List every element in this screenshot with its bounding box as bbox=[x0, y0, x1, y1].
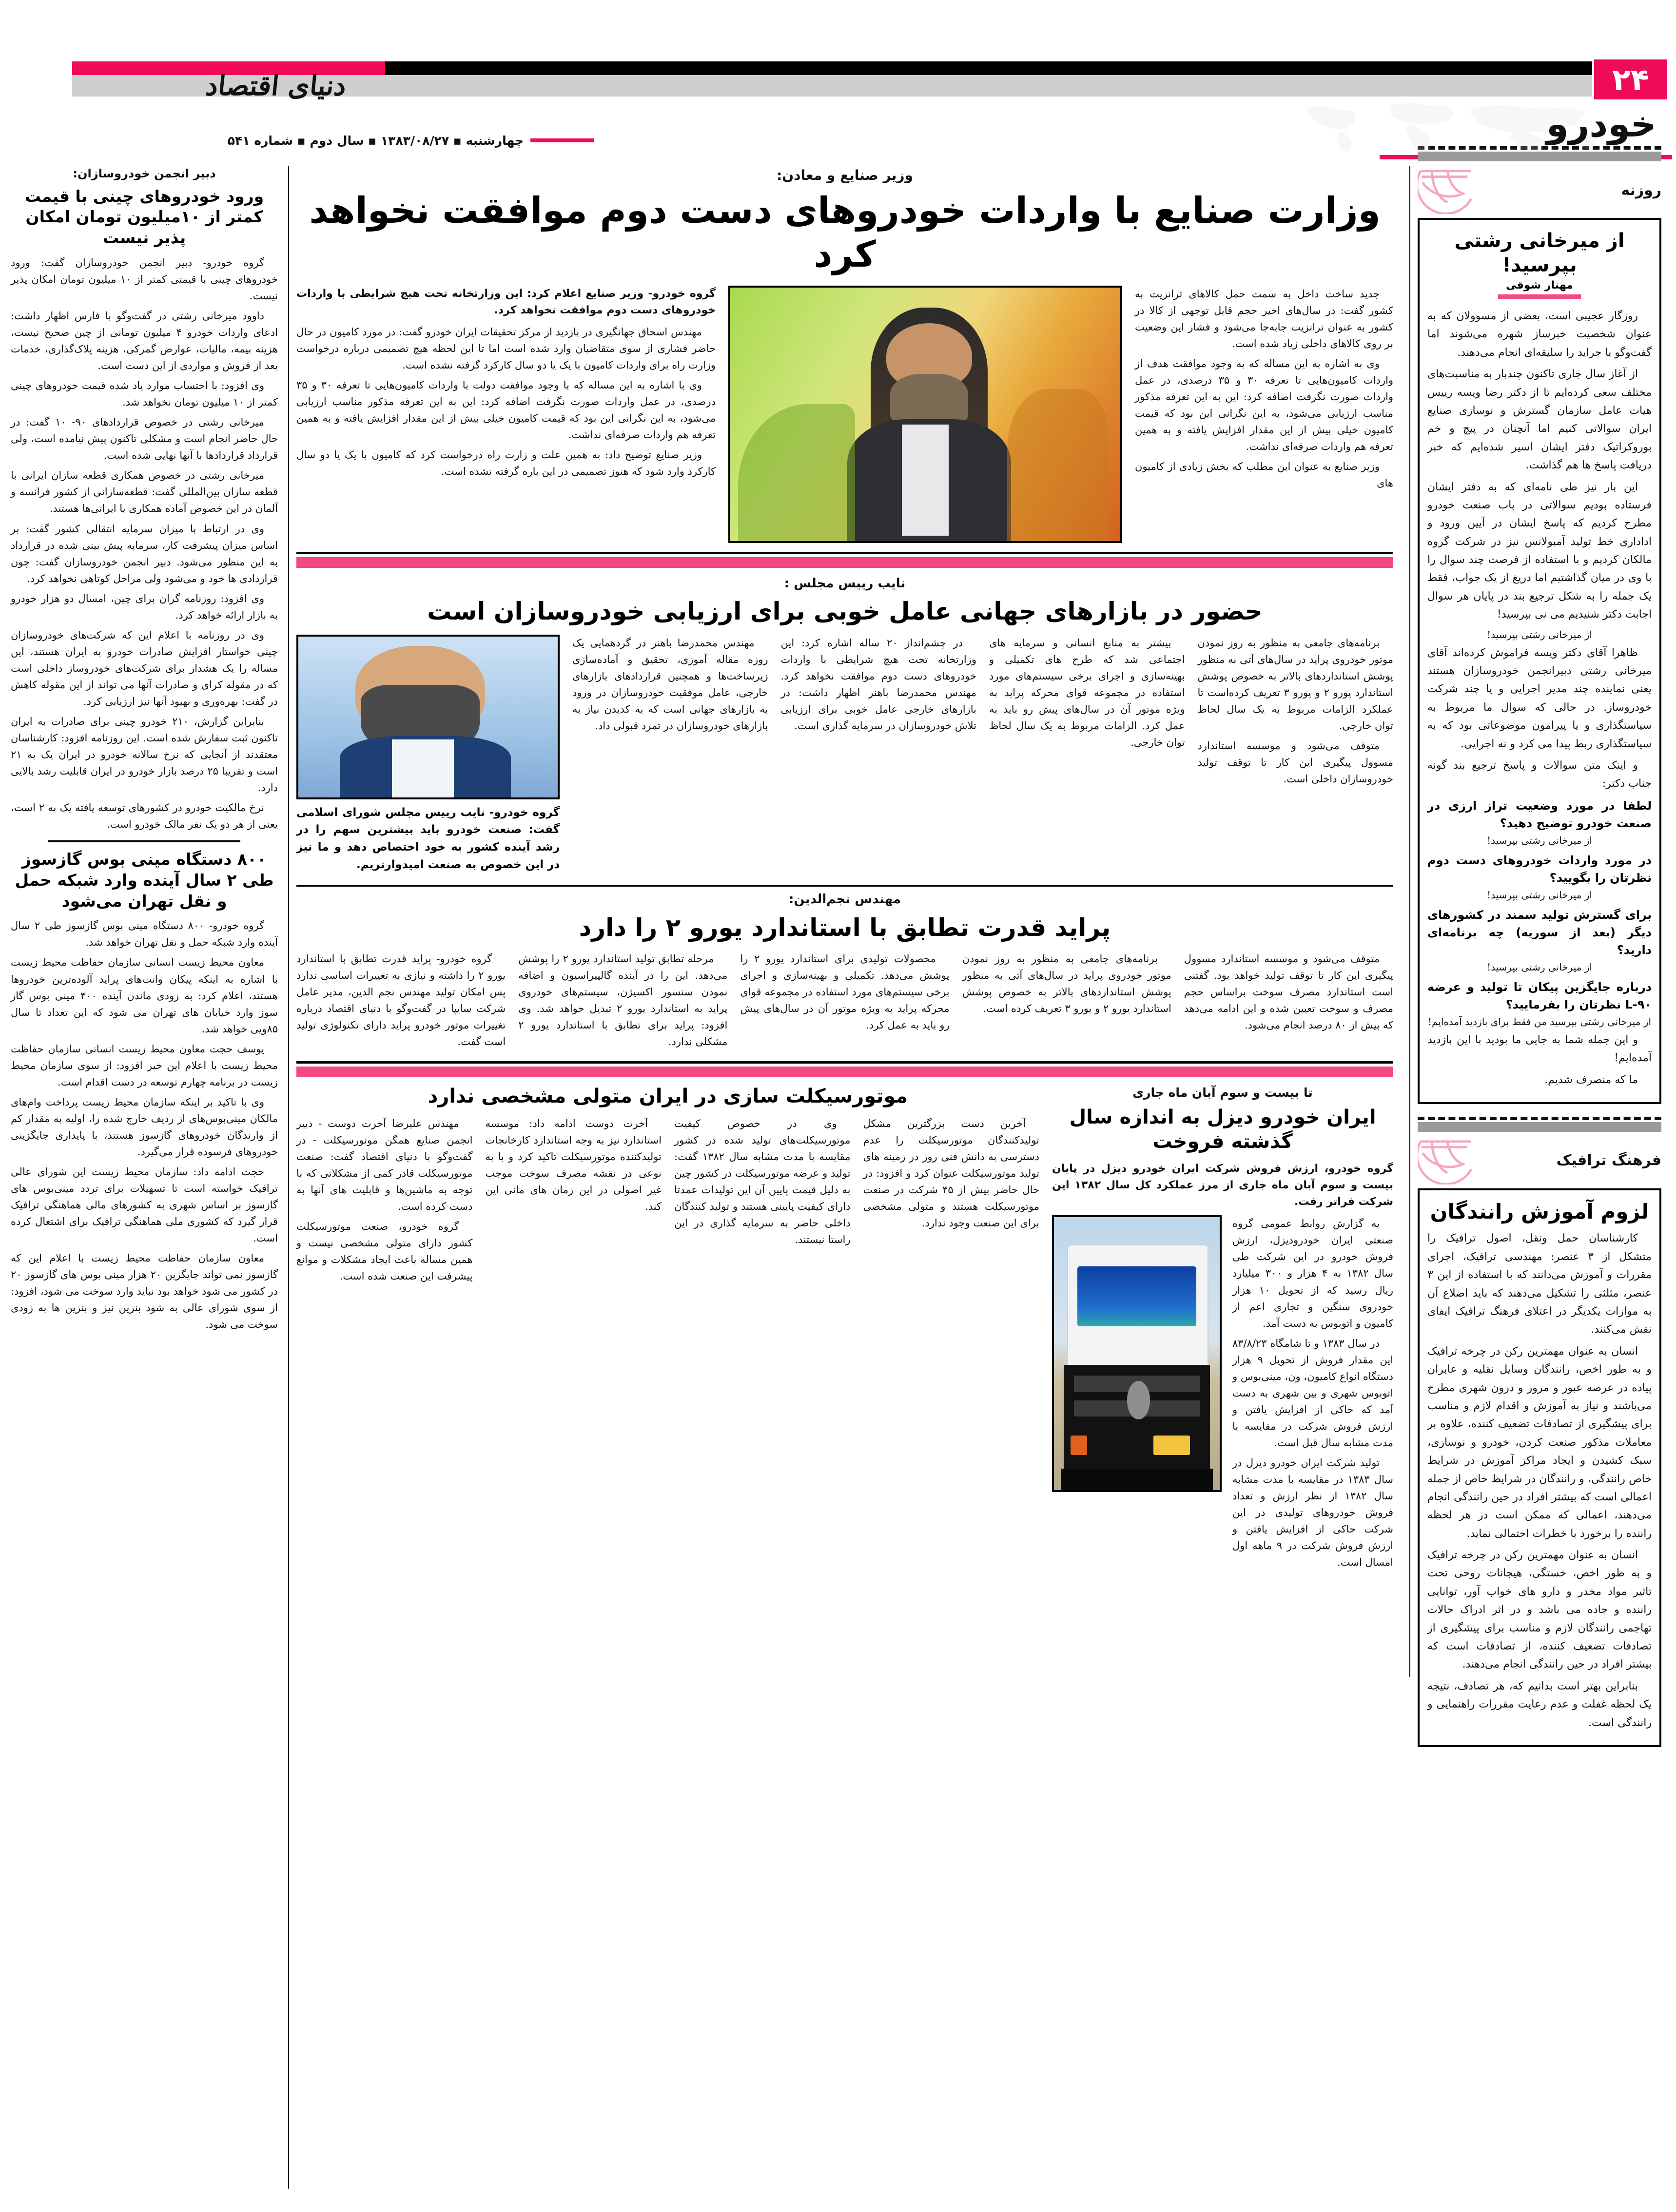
main-article-3-kicker: مهندس نجم‌الدین: bbox=[789, 892, 901, 907]
main-a4-c2: آخرت دوست ادامه داد: موسسه استاندارد نیز به وجه استاندارد کارخانجات تولیدکننده موتورسیکلت تاکید کرد و با به نوعی در نقشه مصرف سوخت موجب غیر اصولی در این زمان های مانی این کند. bbox=[485, 1118, 662, 1213]
section-rule-pink-1 bbox=[296, 557, 1393, 568]
main-article-5-headline[interactable]: ایران خودرو دیزل به اندازه سال گذشته فروخت bbox=[1069, 1106, 1376, 1153]
left-article-1-p1: داوود میرخانی رشتی در گفت‌وگو با فارس اظهار داشت: ادعای واردات خودرو ۴ میلیون تومانی از چین صحیح نیست، هزینه بیمه، مالیات، عوارض گمرکی، هزینه پلاک‌گذاری، خدمات بعد از فروش و مواردی از این دست است. bbox=[11, 310, 278, 372]
section-rule-black-1 bbox=[296, 552, 1393, 554]
rozaneh-p4: ظاهرا آقای دکتر ویسه فراموش کرده‌اند آقای میرخانی رشتی دبیرانجمن خودروسازان هستند یعنی نماینده چند مدیر اجرایی و یا چند شرکت خودروساز. در حالی که سوال ما مربوط به سیاستگذاری و یا پیرامون موضوعاتی بود که به سیاستگذاری ربط پیدا می کرد و نه اجرایی. bbox=[1427, 646, 1652, 750]
sidebar-section-rozaneh bbox=[1418, 146, 1661, 1104]
main-article-3-headline[interactable]: پراید قدرت تطابق با استاندارد یورو ۲ را دارد bbox=[579, 913, 1111, 942]
main-article-5-lead: گروه خودرو، ارزش فروش شرکت ایران خودرو دیزل در پایان بیست و سوم آبان ماه جاری از مرز عملکرد کل سال ۱۳۸۲ این شرکت فراتر رفت. bbox=[1052, 1163, 1393, 1208]
column-rule-1 bbox=[1409, 166, 1410, 1677]
left-article-2 bbox=[11, 849, 278, 1333]
left-news-column bbox=[11, 166, 278, 1336]
globe-icon bbox=[1418, 166, 1475, 214]
rozaneh-p1: از آغاز سال جاری تاکنون چندبار به مناسبت‌های مختلف سعی کرده‌ایم تا از دکتر رضا ویسه رییس هیات عامل سازمان گسترش و نوسازی صنایع ایران سوالاتی کنیم اما آنچنان در پیچ و خم بوروکراتیک دفتر ایشان اسیر شده‌ایم که خبر دریافت پاسخ ها هم گذاشت. bbox=[1427, 368, 1652, 472]
left-article-2-p4: حجت ادامه داد: سازمان محیط زیست این شورای عالی ترافیک خواسته است تا تسهیلات برای تردد مینی‌بوس های گازسوز بر اساس شهری به کشورهای مالی هماهنگی ترافیک قرار گیرد که کشوری ملی هماهنگی ترافیک برای اشتغال کرده است. bbox=[11, 1165, 278, 1244]
main-article-2-kicker: نایب رییس مجلس : bbox=[784, 576, 906, 591]
dateline-rule bbox=[530, 138, 594, 142]
rozaneh-headline[interactable]: از میرخانی رشتی بپرسید! bbox=[1454, 230, 1625, 276]
rozaneh-question-4: درباره جایگزین پیکان تا تولید و عرضه ۹۰-L نظرتان را بفرمایید؟ bbox=[1427, 980, 1652, 1011]
traffic-culture-headline[interactable]: لزوم آموزش رانندگان bbox=[1430, 1199, 1649, 1223]
rozaneh-closing-0: و این جمله شما به جایی ما بودید با این بازدید آمده‌ایم! bbox=[1427, 1033, 1652, 1065]
left-article-2-p2: یوسف حجت معاون محیط زیست انسانی سازمان حفاظت محیط زیست با اعلام این خبر افزود: از سوی سازمان محیط زیست در برنامه چهارم توسعه در دست اقدام است. bbox=[11, 1043, 278, 1088]
main-article-4 bbox=[296, 1084, 1039, 1288]
main-article-5-photo bbox=[1052, 1215, 1222, 1492]
main-article-1-photo bbox=[728, 286, 1122, 543]
traffic-culture-label: فرهنگ ترافیک bbox=[1556, 1152, 1661, 1169]
main-article-3 bbox=[296, 885, 1393, 1053]
left-divider bbox=[48, 840, 241, 842]
left-article-1-p2: وی افزود: با احتساب موارد یاد شده قیمت خودروهای چینی کمتر از ۱۰ میلیون تومان نخواهد شد. bbox=[11, 380, 278, 408]
dateline bbox=[9, 132, 594, 149]
main-a2-c0: برنامه‌های جامعی به منظور به روز نمودن موتور خودروی پراید در سال‌های آتی به منظور پوشش استانداردهای بالاتر به خصوص پوشش استاندارد یورو ۲ و یورو ۳ تعریف کرده‌است تا عملکرد الزامات مربوط به یک سال لحاظ توان خارجی. bbox=[1197, 637, 1393, 732]
rozaneh-question-3: برای گسترش تولید سمند در کشورهای دیگر (بعد از سوریه) چه برنامه‌ای دارید؟ bbox=[1427, 908, 1652, 957]
section-rule-black-2 bbox=[296, 1061, 1393, 1064]
traffic-culture-box bbox=[1418, 1188, 1661, 1747]
left-article-1-p7: وی در روزنامه با اعلام این که شرکت‌های خودروسازان چینی خواستار افزایش صادرات خودرو به ایران هستند، این مساله را یک هشدار برای شرکت‌های خودروساز داخلی است که در مقوله کرای و صادرات آنها می تواند از این مقوله کاهش در گفت: بهره‌وری و بهبود آنها نیز ارزیابی کرد. bbox=[11, 629, 278, 707]
main-a3-c0: متوقف می‌شود و موسسه استاندارد مسوول پیگیری این کار تا توقف تولید خواهد بود. گفتنی است استاندارد مصرف سوخت براساس حجم مصرف و سوخت تعیین شده و این ادامه می‌دهد که بیش از ۸۰ درصد انجام می‌شود. bbox=[1184, 953, 1393, 1031]
page-number-badge: ۲۴ bbox=[1594, 59, 1667, 99]
main-content-area bbox=[296, 166, 1393, 1574]
rozaneh-p5: و اینک متن سوالات و پاسخ ترجیع بند گونه جناب دکتر: bbox=[1427, 759, 1652, 790]
main-a5-p2: تولید شرکت ایران خودرو دیزل در سال ۱۳۸۳ در مقایسه با مدت مشابه سال ۱۳۸۲ از نظر ارزش و تعداد فروش خودرو‌های تولیدی در این شرکت حاکی از افزایش یافتن و ارزش فروش شرکت در ۹ ماهه اول امسال است. bbox=[1232, 1456, 1393, 1568]
rozaneh-refrain-0: از میرخانی رشتی بپرسید! bbox=[1487, 628, 1592, 640]
rozaneh-p2: این بار نیز طی نامه‌ای که به دفتر ایشان فرستاده بودیم سوالاتی در باب صنعت خودرو مطرح کردیم که پاسخ ایشان در آیین ورود و اداداری خط تولید آمبولانس نیز در شرکت گروه مالکان کردیم و با استفاده از فرصت چند سوال را با وی در میان گذاشتیم اما دریغ از یک جواب، فقط یک جمله را به شکل ترجیع بند در پایان هر سوال اجابت دکتر شنیدیم می نی بپرسید! bbox=[1427, 481, 1652, 621]
main-a4-c3: مهندس علیرضا آخرت دوست - دبیر انجمن صنایع همگن موتورسیکلت - در گفت‌وگو با دنیای اقتصاد گفت: صنعت موتورسیکلت قادر کمی از مشکلاتی که با توجه به ماشین‌ها و قابلیت های آنها به دست کرده است. bbox=[296, 1118, 473, 1213]
right-sidebar bbox=[1418, 146, 1661, 1747]
rozaneh-header bbox=[1418, 166, 1661, 214]
main-a4-c4: گروه خودرو، صنعت موتورسیکلت کشور دارای متولی مشخصی نیست و همین مساله باعث ایجاد مشکلات و موانع پیشرفت این صنعت شده است. bbox=[296, 1221, 473, 1282]
left-article-2-p1: معاون محیط زیست انسانی سازمان حفاظت محیط زیست با اشاره به اینکه پیکان وانت‌های پراید آلوده‌ترین خودروها هستند، اعلام کرد: به زودی ماندن آینده ۴۰۰ مینی بوس گاز سوز وارد خیابان های تهران می شود که این تعداد تا سال ۸۵ویی خواهد شد. bbox=[11, 956, 278, 1035]
main-a4-c0: آخرین دست بزرگترین مشکل تولیدکنندگان موتورسیکلت را عدم دسترسی به دانش فنی روز در زمینه های تولید موتورسیکلت عنوان کرد و افزود: در حال حاضر بیش از ۴۵ شرکت در صنعت موتورسیکلت هستند و متولی مشخصی برای این صنعت وجود ندارد. bbox=[863, 1118, 1039, 1229]
main-a3-c2: محصولات تولیدی برای استاندارد یورو ۲ را پوشش می‌دهد. تکمیلی و بهینه‌سازی و اجرای برخی سیستم‌های مورد استفاده در مجموعه قوای محرکه پراید به ویژه موتور آن در سال‌های پیش رو باید به عمل کرد. bbox=[740, 953, 950, 1031]
left-article-1-p9: نرخ مالکیت خودرو در کشورهای توسعه یافته یک به ۲ است، یعنی از هر دو یک نفر مالک خودرو است. bbox=[11, 801, 278, 830]
main-article-1-kicker: وزیر صنایع و معادن: bbox=[777, 167, 913, 183]
rozaneh-answer-4: از میرخانی رشتی بپرسید من فقط برای بازدید آمده‌ایم! bbox=[1427, 1015, 1652, 1028]
column-rule-2 bbox=[288, 166, 289, 2189]
section-rule-thin-1 bbox=[296, 885, 1393, 887]
main-a5-p1: در سال ۱۳۸۳ و تا شامگاه ۸۳/۸/۲۳ این مقدار فروش از تحویل ۹ هزار دستگاه انواع کامیون، ون، مینی‌بوس و اتوبوس شهری و بین شهری به دست آمد که حاکی از افزایش یافتن و ارزش فروش شرکت در مقایسه با مدت مشابه سال قبل است. bbox=[1232, 1337, 1393, 1449]
left-article-1-p6: وی افزود: روزنامه گران برای چین، امسال دو هزار خودرو به بازار ارائه خواهد کرد. bbox=[11, 592, 278, 621]
main-a2-c3: مهندس محمدرضا باهنر در گردهمایی یک روزه مقاله آموزی، تحقیق و آماده‌سازی زیرساخت‌ها و همچنین قرارداد‌های بازارهای خارجی، عامل موفقیت خودروسازان در ورود به بازارهای جهانی است که به کدیدن نیاز به بازارهای خودروسازان در تمرد قبولی داد. bbox=[572, 637, 768, 732]
byline-rule bbox=[1498, 294, 1581, 299]
masthead bbox=[0, 0, 1676, 148]
main-article-2-caption: گروه خودرو- نایب رییس مجلس شورای اسلامی گفت: صنعت خودرو باید بیشترین سهم را در رشد آینده کشور به خود اختصاص دهد و ما نیز در این خصوص به صنعت امیدوارتریم. bbox=[296, 806, 560, 871]
left-article-2-headline[interactable]: ۸۰۰ دستگاه مینی بوس گازسوز طی ۲ سال آینده وارد شبکه حمل و نقل تهران می‌شود bbox=[15, 849, 274, 911]
main-article-1-lead: گروه خودرو- وزیر صنایع اعلام کرد: این وزارتخانه تحت هیچ شرایطی با واردات خودروهای دست دوم موافقت نخواهد کرد. bbox=[296, 287, 716, 316]
rozaneh-answer-2: از میرخانی رشتی بپرسید! bbox=[1487, 889, 1592, 901]
sidebar-section-traffic-culture bbox=[1418, 1117, 1661, 1747]
rozaneh-box bbox=[1418, 218, 1661, 1104]
rozaneh-answer-3: از میرخانی رشتی بپرسید! bbox=[1487, 961, 1592, 973]
dateline-text: چهارشنبه ▪ ۱۳۸۳/۰۸/۲۷ ▪ سال دوم ▪ شماره ۵۴۱ bbox=[227, 133, 524, 148]
dashed-rule-2 bbox=[1418, 1117, 1661, 1120]
left-article-2-p3: وی با تاکید بر اینکه سازمان محیط زیست پرداخت وام‌های مالکان مینی‌بوس‌های از ردیف خارج شده را، اولیه به مقدار کم از وارندگان خودروهای گازسوز هستند، با پایداری جایگزینی خودروهای فرسوده قرار می‌گیرد. bbox=[11, 1096, 278, 1158]
main-article-5 bbox=[1052, 1084, 1393, 1574]
main-article-5-kicker: تا بیست و سوم آبان ماه جاری bbox=[1132, 1086, 1313, 1100]
main-a3-c3: مرحله تطابق تولید استاندارد یورو ۲ را پوشش می‌دهد. این را در آینده گالپیراسیون و اضافه نمودن سنسور اکسیژن، سیستم‌های خودروی پراید به استاندارد یورو ۲ تبدیل خواهد شد. وی افزود: پراید برای تطابق با استاندارد یورو ۲ مشکلی ندارد. bbox=[518, 953, 728, 1048]
main-a2-c0b: متوقف می‌شود و موسسه استاندارد مسوول پیگیری این کار تا توقف تولید خودروسازان داخلی است. bbox=[1197, 739, 1393, 785]
main-a1-right-p2: وزیر صنایع توضیح داد: به همین علت و زارت راه درخواست کرد که کامیون با یک یا دو سال کارکرد وارد شود که هنوز تصمیمی در این باره گرفته نشده است. bbox=[296, 449, 716, 478]
rozaneh-label: روزنه bbox=[1621, 181, 1661, 199]
main-article-2-headline[interactable]: حضور در بازارهای جهانی عامل خوبی برای ارزیابی خودروسازان است bbox=[427, 597, 1263, 626]
globe-icon-2 bbox=[1418, 1137, 1475, 1184]
main-a5-p0: به گزارش روابط عمومی گروه صنعتی ایران خودرودیزل، ارزش فروش خودرو در این شرکت طی سال ۱۳۸۲ به ۴ هزار و ۳۰۰ میلیارد ریال رسید که از تحویل ۱۰ هزار خودروی سنگین و تجاری اعم از کامیون و اتوبوس به دست آمد. bbox=[1232, 1218, 1393, 1329]
traffic-p1: انسان به عنوان مهمترین رکن در چرخه ترافیک و به طور اخص، رانندگان وسایل نقلیه و عابران پیاده در عرصه عبور و مرور و درون شهری مطرح می‌باشند و نیاز به آموزش و اقدام لازم و مناسب برای پیشگیری از تصادفات تضعیف کننده، علاوه بر معاملات مذکور صنعت کردن، خودرو و نوسازی، سبک کشیدن و ایجاد مراکز آموزش در شرایط خاص رانندگی، و رانندگان در شرایط خاص از جمله اعمالی است که بیشتر افراد در حین رانندگی انجام می‌دهند، اعمالی که ممکن است در هر لحظه راننده را برخورد با خطرات احتمالی نماید. bbox=[1427, 1345, 1652, 1540]
traffic-p2: انسان به عنوان مهمترین رکن در چرخه ترافیک و به طور اخص، خستگی، هیجانات روحی تحت تاثیر مواد مخدر و دارو های خواب آور، توانایی راننده و جاده می باشد و در اثر ادراک حالات تهاجمی رانندگان لازم و مناسب برای پیشگیری از تصادفات تضعیف کننده، از تصادفات است که بیشتر افراد در حین رانندگی انجام می‌دهند. bbox=[1427, 1549, 1652, 1671]
left-article-1-headline[interactable]: ورود خودروهای چینی با قیمت کمتر از ۱۰میلیون تومان امکان پذیر نیست bbox=[24, 186, 264, 248]
rozaneh-question-1: لطفا در مورد وضعیت تراز ارزی در صنعت خودرو توضیح دهید؟ bbox=[1427, 798, 1652, 830]
traffic-p0: کارشناسان حمل ونقل، اصول ترافیک را متشکل از ۳ عنصر: مهندسی ترافیک، اجرای مقررات و آموزش می‌دانند که با استفاده از این ۳ عنصر، مثلثی را تشکیل می‌دهند که باید اضلاع آن به موازات یکدیگر در اعتلای فرهنگ ترافیک ایفای نقش می‌کنند. bbox=[1427, 1232, 1652, 1336]
left-article-2-p5: معاون سازمان حفاظت محیط زیست با اعلام این که گازسوز نمی تواند جایگزین ۲۰ هزار مینی بوس های گازسوز ۲۰ در کشور می شود خواهد بود نباید وارد سوخت می شود، افزود: از سوی شورای عالی به شود بنزین نیز و بنزین ها به زودی سوخت می شود. bbox=[11, 1252, 278, 1330]
main-bottom-block bbox=[296, 1061, 1393, 1574]
main-a4-c1: وی در خصوص کیفیت موتورسیکلت‌های تولید شده در کشور مقایسه با مدت مشابه سال ۱۳۸۲ گفت: تولید و عرضه موتورسیکلت در کشور چین به دلیل قیمت پایین آن این تولیدات عمدتا دارای کیفیت پایینی هستند و تولید کنندگان داخلی حاضر به سرمایه گذاری در این راستا نیستند. bbox=[674, 1118, 851, 1246]
traffic-culture-header bbox=[1418, 1137, 1661, 1184]
left-article-1-p5: وی در ارتباط با میزان سرمایه انتقالی کشور گفت: بر اساس میزان پیشرفت کار، سرمایه پیش بینی شده در قرارداد به این منظور می‌شود. دبیر انجمن خودروسازان گفت: چون قراردادی ها خود و می‌شود ولی مراحل کوتاهی نخواهد کرد. bbox=[11, 523, 278, 584]
main-a2-c1: بیشتر به منابع انسانی و سرمایه های اجتماعی شد که طرح های تکمیلی و بهینه‌سازی و اجرای برخی سیستم‌های مورد استفاده در مجموعه قوای محرکه پراید به ویژه موتور آن در سال‌های پیش رو باید به عمل کرد. الزامات مربوط به یک سال لحاظ توان خارجی. bbox=[989, 637, 1185, 748]
main-article-1-headline[interactable]: وزارت صنایع با واردات خودروهای دست دوم موافقت نخواهد کرد bbox=[309, 190, 1381, 276]
main-article-4-headline[interactable]: موتورسیکلت سازی در ایران متولی مشخصی ندارد bbox=[428, 1085, 908, 1108]
newspaper-logo[interactable]: دنیای اقتصاد bbox=[204, 70, 348, 102]
left-article-1-kicker: دبیر انجمن خودروسازان: bbox=[73, 167, 216, 180]
main-a1-right-p0: مهندس اسحاق جهانگیری در بازدید از مرکز تحقیقات ایران خودرو گفت: در مورد کامیون در حال حاضر فشاری از سوی متقاضیان وارد شده است اما تا این لحظه هیچ تصمیمی درباره درخواست وزارت راه برای واردات کامیون با یک یا دو سال کارکرد گرفته نشده است. bbox=[296, 326, 716, 371]
rozaneh-answer-1: از میرخانی رشتی بپرسید! bbox=[1487, 834, 1592, 846]
left-article-1-p8: بنابراین گزارش، ۲۱۰ خودرو چینی برای صادرات به ایران تاکنون ثبت سفارش شده است. این روزنامه افزود: کارشناسان معتقدند از آنجایی که نرخ سالانه خودرو در ایران یک به ۲۱ است و تقریبا ۲۵ درصد بازار خودرو در ایران قابلیت رشد بالایی دارد. bbox=[11, 715, 278, 794]
left-article-1-p0: گروه خودرو- دبیر انجمن خودروسازان گفت: ورود خودروهای چینی با قیمتی کمتر از ۱۰ میلیون تومان امکان پذیر نیست. bbox=[11, 257, 278, 302]
left-article-2-p0: گروه خودرو- ۸۰۰ دستگاه مینی بوس گازسوز طی ۲ سال آینده وارد شبکه حمل و نقل تهران خواهد شد. bbox=[11, 920, 278, 949]
main-article-2-photo bbox=[296, 635, 560, 799]
traffic-p3: بنابراین بهتر است بدانیم که، هر تصادف، نتیجه یک لحظه غفلت و عدم رعایت مقررات راهنمایی و رانندگی است. bbox=[1427, 1680, 1652, 1729]
rozaneh-closing-1: ما که منصرف شدیم. bbox=[1544, 1073, 1638, 1086]
grey-bar-2 bbox=[1418, 1122, 1661, 1132]
main-article-1 bbox=[296, 166, 1393, 543]
rozaneh-question-2: در مورد واردات خودروهای دست دوم نظرتان را بگویید؟ bbox=[1427, 853, 1652, 885]
main-a1-right-p1: وی با اشاره به این مساله که با وجود موافقت دولت با واردات کامیون‌هایی تا تعرفه ۳۰ و ۳۵ درصدی، در عمل واردات صورت نگرفت اضافه کرد: این به این تعرفه مذکور مناسب ارزیابی می‌شود، به این نگرانی این بود که قیمت کامیون خیلی بیش از این مقدار افزایش یافته و به همین تعرفه هم واردات صرفه‌ای نداشت. bbox=[296, 379, 716, 441]
left-article-1-p3: میرخانی رشتی در خصوص قراردادهای ۹۰- ۱۰ گفت: در حال حاضر انجام است و مشکلی تاکنون پیش نیامده است، ولی قرارداد قراردادها با آنها نهایی شده است. bbox=[11, 416, 278, 462]
main-a1-left-p1: وی به اشاره به این مساله که به وجود موافقت هدف از واردات کامیون‌هایی تا تعرفه ۳۰ و ۳۵ درصدی، در عمل واردات صورت نگرفت اضافه کرد: این به این تعرفه مذکور مناسب ارزیابی می‌شود، به این نگرانی این بود که قیمت کامیون خیلی بیش از این مقدار افزایش یافته و به همین تعرفه هم واردات صرفه‌ای نداشت. bbox=[1135, 357, 1393, 452]
rozaneh-p0: روزگار عجیبی است، بعضی از مسوولان که به عنوان شخصیت خبرساز شهره می‌شوند اما گفت‌وگو با جراید را سلیقه‌ای انجام می‌دهند. bbox=[1427, 310, 1652, 359]
main-a3-c1: برنامه‌های جامعی به منظور به روز نمودن موتور خودروی پراید در سال‌های آتی به منظور پوشش استانداردهای بالاتر به خصوص پوشش استاندارد یورو ۲ و یورو ۳ تعریف کرده است. bbox=[962, 953, 1171, 1015]
main-a1-left-p0: جدید ساخت داخل به سمت حمل کالاهای ترانزیت به کشور گفت: در سال‌های اخیر حجم قابل توجهی از کالا در کشور به عنوان ترانزیت جابه‌جا می‌شود و فشار این وضعیت بر روی کالاهای داخلی زیاد شده است. bbox=[1135, 288, 1393, 349]
left-article-1 bbox=[11, 166, 278, 833]
section-rule-pink-2 bbox=[296, 1067, 1393, 1077]
main-article-2 bbox=[296, 552, 1393, 877]
page-section-title: خودرو bbox=[1546, 103, 1657, 145]
main-a2-c2: در چشم‌انداز ۲۰ ساله اشاره کرد: این وزارتخانه تحت هیچ شرایطی با واردات خودروهای دست دوم موافقت نخواهد کرد. مهندس محمدرضا باهنر اظهار داشت: در بازارهای خارجی عامل خوبی برای ارزیابی تلاش خودروسازان در سرمایه گذاری است. bbox=[780, 637, 976, 732]
main-a3-c4: گروه خودرو- پراید قدرت تطابق با استاندارد یورو ۲ را داشته و نیازی به تغییرات اساسی ندارد پس امکان تولید مهندس نجم الدین، مدیر عامل شرکت سایپا در گفت‌وگو با دنیای اقتصاد درباره تغییرات موتور خودرو پراید دارای تکنولوژی تولید است گفت. bbox=[296, 953, 506, 1048]
left-article-1-p4: میرخانی رشتی در خصوص همکاری قطعه سازان ایرانی با قطعه سازان بین‌المللی گفت: قطعه‌سازانی از کشور فرانسه و آلمان در این خصوص آماده همکاری با ایرانی‌ها هستند. bbox=[11, 469, 278, 515]
rozaneh-byline: مهناز شوقی bbox=[1506, 279, 1573, 291]
main-a1-left-p2: وزیر صنایع به عنوان این مطلب که بخش زیادی از کامیون های bbox=[1135, 460, 1393, 489]
